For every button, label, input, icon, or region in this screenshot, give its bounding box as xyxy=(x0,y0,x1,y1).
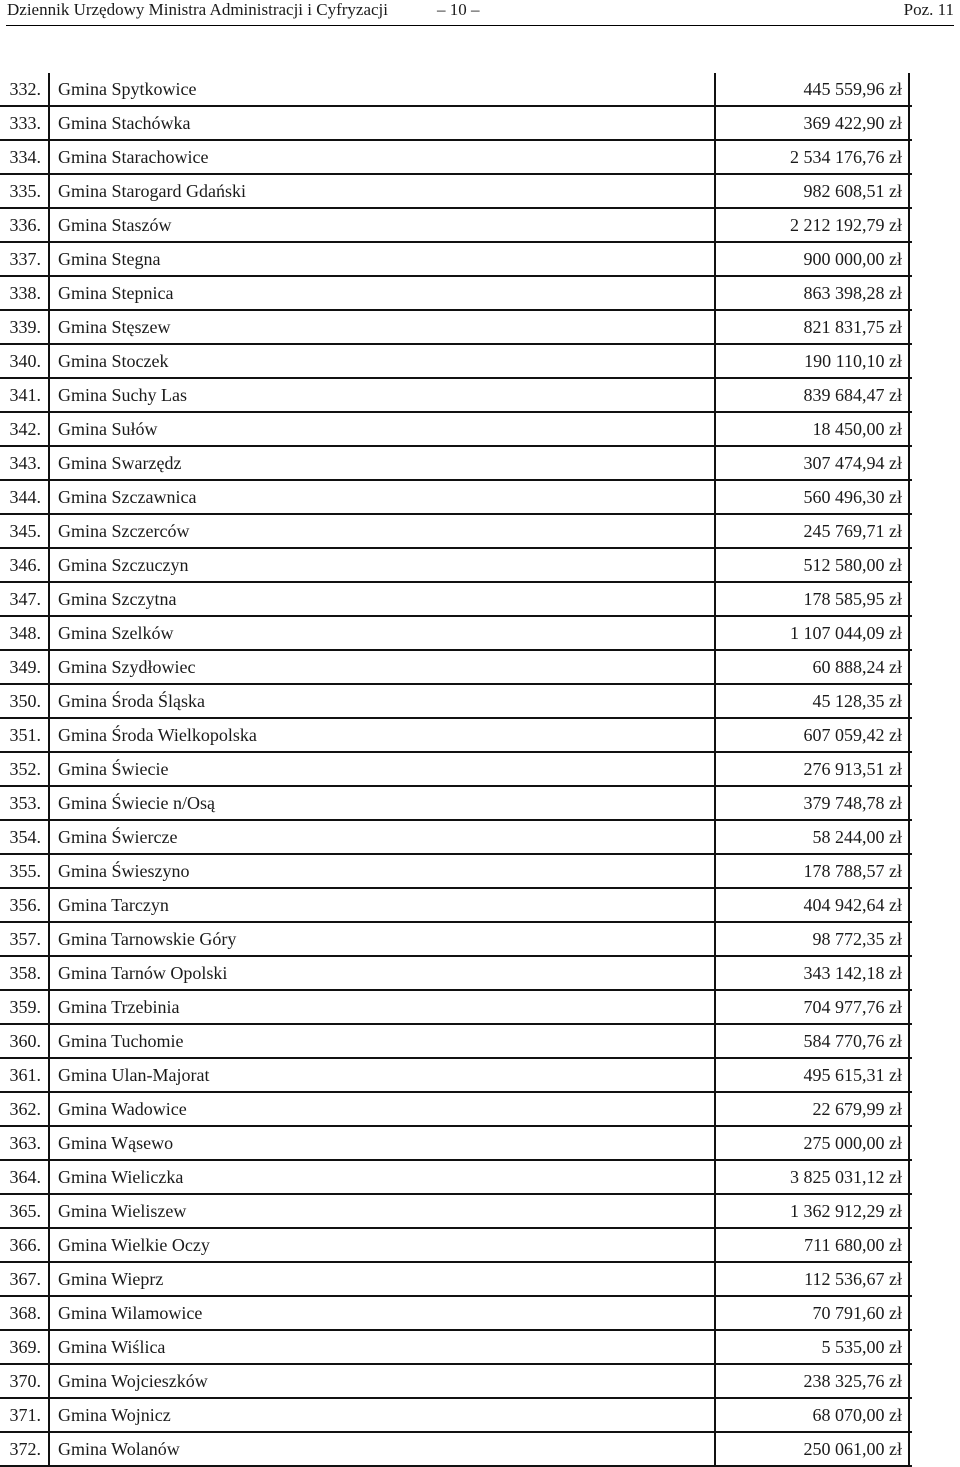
amount-value: 1 107 044,09 zł xyxy=(716,617,910,649)
gmina-name: Gmina Wieprz xyxy=(50,1263,716,1295)
amount-value: 839 684,47 zł xyxy=(716,379,910,411)
row-number: 350. xyxy=(0,685,50,717)
table-row xyxy=(0,1365,912,1399)
gmina-table xyxy=(0,73,912,1467)
gmina-name: Gmina Wojnicz xyxy=(50,1399,716,1431)
amount-value: 245 769,71 zł xyxy=(716,515,910,547)
row-number: 344. xyxy=(0,481,50,513)
row-number: 356. xyxy=(0,889,50,921)
amount-value: 18 450,00 zł xyxy=(716,413,910,445)
gmina-name: Gmina Wieliszew xyxy=(50,1195,716,1227)
amount-value: 369 422,90 zł xyxy=(716,107,910,139)
row-number: 340. xyxy=(0,345,50,377)
row-number: 332. xyxy=(0,73,50,105)
row-number: 369. xyxy=(0,1331,50,1363)
table-row xyxy=(0,1161,912,1195)
gmina-name: Gmina Trzebinia xyxy=(50,991,716,1023)
row-number: 335. xyxy=(0,175,50,207)
amount-value: 982 608,51 zł xyxy=(716,175,910,207)
amount-value: 711 680,00 zł xyxy=(716,1229,910,1261)
gmina-name: Gmina Tarnowskie Góry xyxy=(50,923,716,955)
amount-value: 404 942,64 zł xyxy=(716,889,910,921)
amount-value: 607 059,42 zł xyxy=(716,719,910,751)
row-number: 360. xyxy=(0,1025,50,1057)
row-number: 359. xyxy=(0,991,50,1023)
row-number: 362. xyxy=(0,1093,50,1125)
gmina-name: Gmina Świeszyno xyxy=(50,855,716,887)
table-row xyxy=(0,1093,912,1127)
gmina-name: Gmina Starachowice xyxy=(50,141,716,173)
table-row xyxy=(0,345,912,379)
row-number: 345. xyxy=(0,515,50,547)
gmina-name: Gmina Świecie xyxy=(50,753,716,785)
gmina-name: Gmina Wąsewo xyxy=(50,1127,716,1159)
amount-value: 22 679,99 zł xyxy=(716,1093,910,1125)
gmina-name: Gmina Szczawnica xyxy=(50,481,716,513)
row-number: 361. xyxy=(0,1059,50,1091)
row-number: 337. xyxy=(0,243,50,275)
row-number: 368. xyxy=(0,1297,50,1329)
gmina-name: Gmina Świercze xyxy=(50,821,716,853)
row-number: 371. xyxy=(0,1399,50,1431)
table-row xyxy=(0,923,912,957)
row-number: 363. xyxy=(0,1127,50,1159)
table-row xyxy=(0,141,912,175)
amount-value: 5 535,00 zł xyxy=(716,1331,910,1363)
gmina-name: Gmina Szczuczyn xyxy=(50,549,716,581)
table-row xyxy=(0,1399,912,1433)
table-row xyxy=(0,175,912,209)
table-row xyxy=(0,209,912,243)
row-number: 364. xyxy=(0,1161,50,1193)
table-row xyxy=(0,277,912,311)
gmina-name: Gmina Tarczyn xyxy=(50,889,716,921)
gmina-name: Gmina Środa Wielkopolska xyxy=(50,719,716,751)
table-row xyxy=(0,515,912,549)
amount-value: 112 536,67 zł xyxy=(716,1263,910,1295)
table-row xyxy=(0,753,912,787)
amount-value: 60 888,24 zł xyxy=(716,651,910,683)
gmina-name: Gmina Staszów xyxy=(50,209,716,241)
gmina-name: Gmina Stęszew xyxy=(50,311,716,343)
table-row xyxy=(0,1025,912,1059)
table-row xyxy=(0,1433,912,1467)
row-number: 372. xyxy=(0,1433,50,1465)
row-number: 354. xyxy=(0,821,50,853)
gmina-name: Gmina Tuchomie xyxy=(50,1025,716,1057)
journal-title: Dziennik Urzędowy Ministra Administracji i Cyfryzacji xyxy=(7,0,388,19)
table-row xyxy=(0,1127,912,1161)
table-row xyxy=(0,447,912,481)
row-number: 334. xyxy=(0,141,50,173)
gmina-name: Gmina Stepnica xyxy=(50,277,716,309)
amount-value: 178 585,95 zł xyxy=(716,583,910,615)
table-row xyxy=(0,583,912,617)
gmina-name: Gmina Suchy Las xyxy=(50,379,716,411)
gmina-name: Gmina Wiślica xyxy=(50,1331,716,1363)
amount-value: 45 128,35 zł xyxy=(716,685,910,717)
amount-value: 1 362 912,29 zł xyxy=(716,1195,910,1227)
table-row xyxy=(0,719,912,753)
gmina-name: Gmina Szydłowiec xyxy=(50,651,716,683)
gmina-name: Gmina Swarzędz xyxy=(50,447,716,479)
row-number: 338. xyxy=(0,277,50,309)
header-rule xyxy=(6,25,954,26)
gmina-name: Gmina Wilamowice xyxy=(50,1297,716,1329)
amount-value: 275 000,00 zł xyxy=(716,1127,910,1159)
row-number: 353. xyxy=(0,787,50,819)
row-number: 367. xyxy=(0,1263,50,1295)
amount-value: 512 580,00 zł xyxy=(716,549,910,581)
row-number: 357. xyxy=(0,923,50,955)
gmina-name: Gmina Szczerców xyxy=(50,515,716,547)
gmina-name: Gmina Wojcieszków xyxy=(50,1365,716,1397)
gmina-name: Gmina Wadowice xyxy=(50,1093,716,1125)
gmina-name: Gmina Sułów xyxy=(50,413,716,445)
row-number: 333. xyxy=(0,107,50,139)
page-header xyxy=(0,0,960,26)
table-row xyxy=(0,379,912,413)
amount-value: 445 559,96 zł xyxy=(716,73,910,105)
amount-value: 68 070,00 zł xyxy=(716,1399,910,1431)
table-row xyxy=(0,855,912,889)
amount-value: 704 977,76 zł xyxy=(716,991,910,1023)
amount-value: 70 791,60 zł xyxy=(716,1297,910,1329)
row-number: 339. xyxy=(0,311,50,343)
table-row xyxy=(0,651,912,685)
amount-value: 495 615,31 zł xyxy=(716,1059,910,1091)
amount-value: 3 825 031,12 zł xyxy=(716,1161,910,1193)
gmina-name: Gmina Szczytna xyxy=(50,583,716,615)
amount-value: 863 398,28 zł xyxy=(716,277,910,309)
table-row xyxy=(0,685,912,719)
table-row xyxy=(0,107,912,141)
row-number: 336. xyxy=(0,209,50,241)
amount-value: 343 142,18 zł xyxy=(716,957,910,989)
table-row xyxy=(0,73,912,107)
row-number: 349. xyxy=(0,651,50,683)
table-row xyxy=(0,243,912,277)
gmina-name: Gmina Stachówka xyxy=(50,107,716,139)
table-row xyxy=(0,1229,912,1263)
table-row xyxy=(0,549,912,583)
gmina-name: Gmina Starogard Gdański xyxy=(50,175,716,207)
amount-value: 584 770,76 zł xyxy=(716,1025,910,1057)
row-number: 358. xyxy=(0,957,50,989)
gmina-name: Gmina Stoczek xyxy=(50,345,716,377)
amount-value: 190 110,10 zł xyxy=(716,345,910,377)
row-number: 342. xyxy=(0,413,50,445)
row-number: 355. xyxy=(0,855,50,887)
row-number: 352. xyxy=(0,753,50,785)
gmina-name: Gmina Stegna xyxy=(50,243,716,275)
gmina-name: Gmina Szelków xyxy=(50,617,716,649)
table-row xyxy=(0,1331,912,1365)
gmina-name: Gmina Ulan-Majorat xyxy=(50,1059,716,1091)
table-row xyxy=(0,1195,912,1229)
gmina-name: Gmina Wieliczka xyxy=(50,1161,716,1193)
page-number: – 10 – xyxy=(437,0,480,19)
table-row xyxy=(0,787,912,821)
row-number: 346. xyxy=(0,549,50,581)
row-number: 343. xyxy=(0,447,50,479)
amount-value: 2 212 192,79 zł xyxy=(716,209,910,241)
table-row xyxy=(0,957,912,991)
row-number: 341. xyxy=(0,379,50,411)
table-row xyxy=(0,413,912,447)
amount-value: 238 325,76 zł xyxy=(716,1365,910,1397)
row-number: 348. xyxy=(0,617,50,649)
amount-value: 178 788,57 zł xyxy=(716,855,910,887)
amount-value: 2 534 176,76 zł xyxy=(716,141,910,173)
amount-value: 307 474,94 zł xyxy=(716,447,910,479)
amount-value: 58 244,00 zł xyxy=(716,821,910,853)
table-row xyxy=(0,481,912,515)
gmina-name: Gmina Świecie n/Osą xyxy=(50,787,716,819)
table-row xyxy=(0,821,912,855)
row-number: 351. xyxy=(0,719,50,751)
amount-value: 821 831,75 zł xyxy=(716,311,910,343)
row-number: 370. xyxy=(0,1365,50,1397)
row-number: 347. xyxy=(0,583,50,615)
table-row xyxy=(0,617,912,651)
table-row xyxy=(0,1297,912,1331)
row-number: 366. xyxy=(0,1229,50,1261)
table-row xyxy=(0,311,912,345)
table-row xyxy=(0,889,912,923)
amount-value: 379 748,78 zł xyxy=(716,787,910,819)
row-number: 365. xyxy=(0,1195,50,1227)
table-row xyxy=(0,991,912,1025)
gmina-name: Gmina Tarnów Opolski xyxy=(50,957,716,989)
gmina-name: Gmina Wolanów xyxy=(50,1433,716,1465)
table-row xyxy=(0,1059,912,1093)
amount-value: 98 772,35 zł xyxy=(716,923,910,955)
amount-value: 900 000,00 zł xyxy=(716,243,910,275)
table-row xyxy=(0,1263,912,1297)
position-number: Poz. 11 xyxy=(903,0,954,19)
amount-value: 250 061,00 zł xyxy=(716,1433,910,1465)
gmina-name: Gmina Wielkie Oczy xyxy=(50,1229,716,1261)
amount-value: 560 496,30 zł xyxy=(716,481,910,513)
gmina-name: Gmina Środa Śląska xyxy=(50,685,716,717)
amount-value: 276 913,51 zł xyxy=(716,753,910,785)
gmina-name: Gmina Spytkowice xyxy=(50,73,716,105)
